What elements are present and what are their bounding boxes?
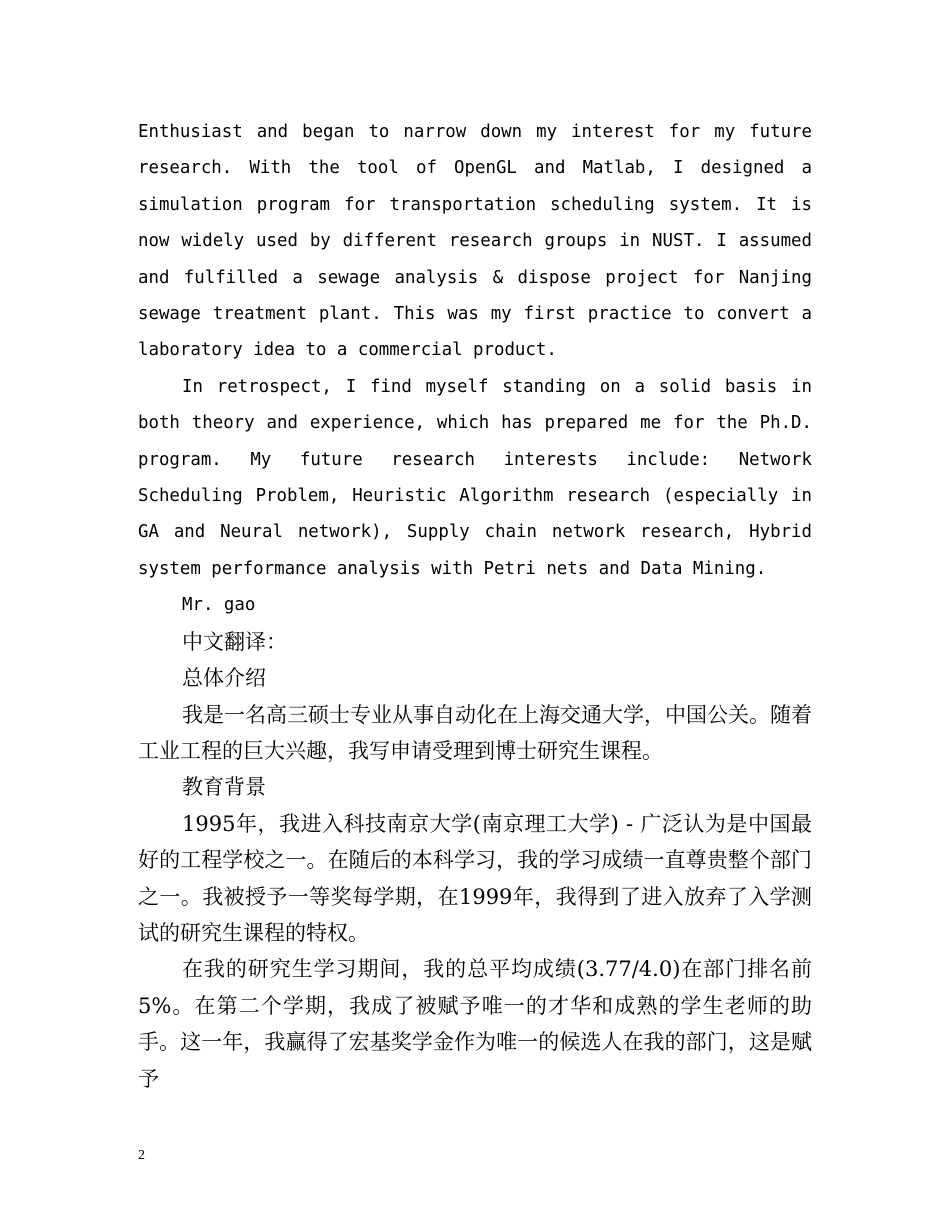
translation-label: 中文翻译： <box>182 629 287 654</box>
signature: Mr. gao <box>182 595 256 616</box>
paragraph-retrospect: In retrospect, I find myself standing on a solid basis in both theory and experience, which has prepared me for the Ph.D. program. My future research interests include: Network Scheduling Problem, Heuristic Algorithm research (especially in GA and Neural network), Supply chain network research, Hybrid system performance analysis with Petri nets and Data Mining. <box>138 376 812 579</box>
page-number: 2 <box>138 1148 145 1163</box>
heading-education: 教育背景 <box>182 775 266 800</box>
paragraph-education: 1995年，我进入科技南京大学(南京理工大学) - 广泛认为是中国最好的工程学校之一。在随后的本科学习，我的学习成绩一直尊贵整个部门之一。我被授予一等奖每学期，在1999年，我得到了进入放弃了入学测试的研究生课程的特权。 <box>138 811 812 945</box>
page-body <box>138 114 812 1097</box>
paragraph-overview: 我是一名高三硕士专业从事自动化在上海交通大学，中国公关。随着工业工程的巨大兴趣，我写申请受理到博士研究生课程。 <box>138 702 812 763</box>
heading-overview: 总体介绍 <box>182 666 266 691</box>
paragraph-graduate-study: 在我的研究生学习期间，我的总平均成绩(3.77/4.0)在部门排名前5%。在第二个学期，我成了被赋予唯一的才华和成熟的学生老师的助手。这一年，我赢得了宏基奖学金作为唯一的候选人在我的部门，这是赋予 <box>138 957 812 1091</box>
paragraph-research-experience: Enthusiast and began to narrow down my interest for my future research. With the tool of OpenGL and Matlab, I designed a simulation program for transportation scheduling system. It is now widely used by different research groups in NUST. I assumed and fulfilled a sewage analysis & dispose project for Nanjing sewage treatment plant. This was my first practice to convert a laboratory idea to a commercial product. <box>138 122 812 361</box>
